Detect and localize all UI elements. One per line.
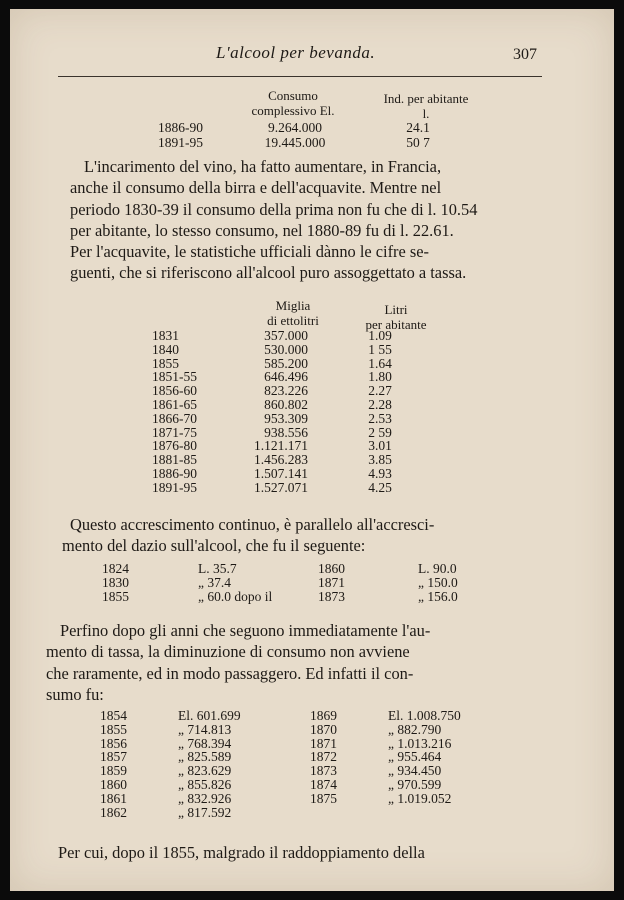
table2-header-miglia: Miglia di ettolitri <box>267 298 319 328</box>
table2-year-cell: 1851-55 <box>152 369 197 385</box>
table2-year-cell: 1871-75 <box>152 424 197 440</box>
table2-miglia-cell: 1.507.141 <box>254 465 308 481</box>
table2-year-cell: 1881-85 <box>152 452 197 468</box>
table3-year-cell: 1871 <box>318 574 345 590</box>
table2-litri-cell: 2.53 <box>368 410 392 426</box>
table4-value-cell: „ 825.589 <box>178 749 232 765</box>
table4-year-cell: 1859 <box>100 763 127 779</box>
table2-miglia-cell: 823.226 <box>264 383 308 399</box>
table2-litri-cell: 1.64 <box>368 355 392 371</box>
paragraph-perfino: Perfino dopo gli anni che seguono immediatamente l'au- mento di tassa, la diminuzione di consumo non avviene che raramente, ed in modo passaggero. Ed infatti il con- sumo fu: <box>46 621 431 704</box>
table4-year-cell: 1857 <box>100 749 127 765</box>
table4-values-b-column <box>388 709 508 819</box>
table4-value-cell: „ 934.450 <box>388 763 442 779</box>
book-page <box>10 9 614 891</box>
table3-year-cell: 1873 <box>318 588 345 604</box>
table4-value-cell: El. 601.699 <box>178 708 241 723</box>
table3-years-a-column <box>102 562 198 603</box>
table4-value-cell: „ 882.790 <box>388 721 442 737</box>
table2-miglia-cell: 646.496 <box>264 369 308 385</box>
table2-body <box>152 329 452 495</box>
table3-value-cell: „ 150.0 <box>418 574 458 590</box>
table4-body <box>100 709 508 819</box>
table2-litri-cell: 2 59 <box>368 424 392 440</box>
table4-year-cell: 1862 <box>100 804 127 820</box>
table2-year-cell: 1861-65 <box>152 396 197 412</box>
table4-year-cell: 1870 <box>310 721 337 737</box>
table1-row-2 <box>158 135 476 150</box>
table2-litri-cell: 3.01 <box>368 438 392 454</box>
table4-years-b-column <box>310 709 388 819</box>
running-header-title: L'alcool per bevanda. <box>216 43 376 62</box>
table2-miglia-column <box>230 329 308 495</box>
table1-consumo: 19.445.000 <box>264 135 326 150</box>
page-number: 307 <box>513 46 537 63</box>
table2-miglia-cell: 1.121.171 <box>254 438 308 454</box>
table4-year-cell: 1869 <box>310 708 337 723</box>
table2-miglia-cell: 953.309 <box>264 410 308 426</box>
table4-year-cell: 1856 <box>100 735 127 751</box>
table4-year-cell: 1875 <box>310 790 337 806</box>
table2-year-cell: 1866-70 <box>152 410 197 426</box>
table2-litri-cell: 1.80 <box>368 369 392 385</box>
table4-value-cell: „ 1.019.052 <box>388 790 452 806</box>
table3-value-cell: „ 37.4 <box>198 574 231 590</box>
table1-consumo: 9.264.000 <box>268 120 322 135</box>
table2-year-cell: 1876-80 <box>152 438 197 454</box>
table3-values-a-column <box>198 562 318 603</box>
table2-miglia-cell: 860.802 <box>264 396 308 412</box>
table1-per-abitante: 24.1 <box>406 120 430 135</box>
table4-value-cell: „ 817.592 <box>178 804 232 820</box>
table3-years-b-column <box>318 562 418 603</box>
table4-year-cell: 1871 <box>310 735 337 751</box>
table4-year-cell: 1854 <box>100 708 127 723</box>
table1-period: 1891-95 <box>158 135 203 150</box>
table2-miglia-cell: 938.556 <box>264 424 308 440</box>
table1-header-per-abitante: Ind. per abitante l. <box>383 91 469 121</box>
table3-year-cell: 1830 <box>102 574 129 590</box>
table4-value-cell: „ 955.464 <box>388 749 442 765</box>
table1-row-1 <box>158 120 476 135</box>
table4-year-cell: 1874 <box>310 776 337 792</box>
table3-value-cell: „ 60.0 dopo il <box>198 588 273 604</box>
table4-value-cell: El. 1.008.750 <box>388 708 461 723</box>
table1-period: 1886-90 <box>158 120 203 135</box>
table2-litri-cell: 2.27 <box>368 383 392 399</box>
table4-year-cell: 1872 <box>310 749 337 765</box>
table4-years-a-column <box>100 709 178 819</box>
table2-litri-column <box>308 329 452 495</box>
table2-litri-cell: 4.93 <box>368 465 392 481</box>
table4-year-cell: 1855 <box>100 721 127 737</box>
table2-litri-cell: 1.09 <box>368 328 392 343</box>
table2-year-cell: 1886-90 <box>152 465 197 481</box>
table3-year-cell: 1860 <box>318 561 345 576</box>
table3-value-cell: L. 35.7 <box>198 561 237 576</box>
table1-per-abitante: 50 7 <box>406 135 430 150</box>
table2-year-cell: 1831 <box>152 328 179 343</box>
table2-litri-cell: 2.28 <box>368 396 392 412</box>
table2-year-cell: 1840 <box>152 341 179 357</box>
table2-year-cell: 1855 <box>152 355 179 371</box>
table2-miglia-cell: 585.200 <box>264 355 308 371</box>
table2-miglia-cell: 1.456.283 <box>254 452 308 468</box>
paragraph-accrescimento: Questo accrescimento continuo, è parallelo all'accresci- mento del dazio sull'alcool, che fu il seguente: <box>62 515 435 556</box>
table4-year-cell: 1860 <box>100 776 127 792</box>
table4-value-cell: „ 855.826 <box>178 776 232 792</box>
table3-year-cell: 1855 <box>102 588 129 604</box>
table4-value-cell: „ 970.599 <box>388 776 442 792</box>
table2-litri-cell: 4.25 <box>368 479 392 495</box>
table4-value-cell: „ 1.013.216 <box>388 735 452 751</box>
table2-litri-cell: 1 55 <box>368 341 392 357</box>
table3-body <box>102 562 488 603</box>
table4-value-cell: „ 768.394 <box>178 735 232 751</box>
table4-value-cell: „ 823.629 <box>178 763 232 779</box>
table2-header-litri: Litri per abitante <box>365 302 427 332</box>
table4-value-cell: „ 714.813 <box>178 721 232 737</box>
table2-year-cell: 1856-60 <box>152 383 197 399</box>
table3-value-cell: L. 90.0 <box>418 561 457 576</box>
table3-value-cell: „ 156.0 <box>418 588 458 604</box>
table1-header-consumo: Consumo complessivo El. <box>251 88 335 118</box>
table3-values-b-column <box>418 562 488 603</box>
table4-value-cell: „ 832.926 <box>178 790 232 806</box>
table2-miglia-cell: 1.527.071 <box>254 479 308 495</box>
table2-litri-cell: 3.85 <box>368 452 392 468</box>
table4-values-a-column <box>178 709 310 819</box>
table4-year-cell: 1873 <box>310 763 337 779</box>
table2-miglia-cell: 530.000 <box>264 341 308 357</box>
table2-years-column <box>152 329 230 495</box>
header-rule <box>58 76 542 77</box>
paragraph-incarimento: L'incarimento del vino, ha fatto aumentare, in Francia, anche il consumo della birra e dell'acquavite. Mentre nel periodo 1830-39 il consumo della prima non fu che di l. 10.54 per abitante, lo stesso consumo, nel 1880-89 fu di l. 22.61. Per l'acquavite, le statistiche ufficiali dànno le cifre se- guenti, che si riferiscono all'alcool puro assoggettato a tassa. <box>70 157 478 283</box>
table3-year-cell: 1824 <box>102 561 129 576</box>
table2-year-cell: 1891-95 <box>152 479 197 495</box>
table2-miglia-cell: 357.000 <box>264 328 308 343</box>
paragraph-per-cui: Per cui, dopo il 1855, malgrado il raddoppiamento della <box>58 843 425 862</box>
table4-year-cell: 1861 <box>100 790 127 806</box>
